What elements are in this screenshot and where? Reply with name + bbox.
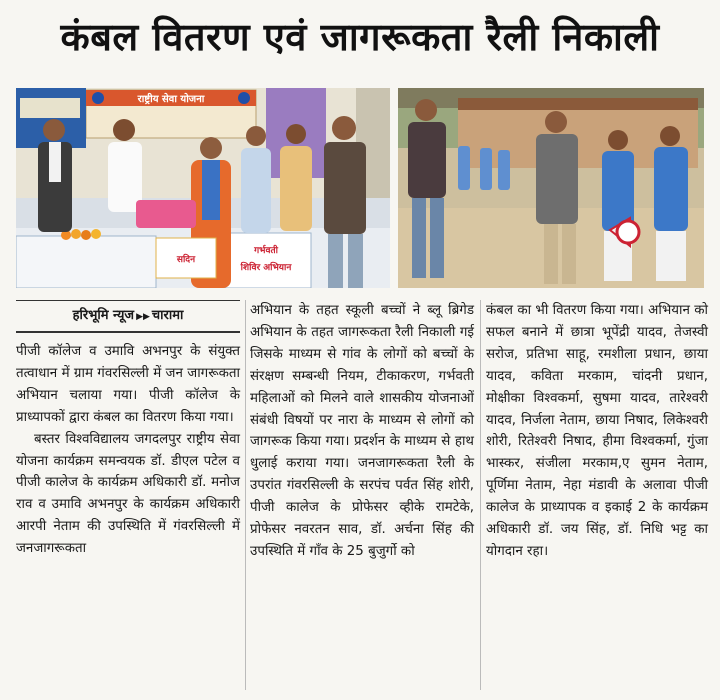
byline	[16, 300, 240, 333]
article-column-2	[250, 300, 474, 563]
article-column-1	[16, 300, 240, 560]
column-divider	[245, 300, 246, 690]
sign-text-2: गर्भवती	[254, 246, 278, 256]
headline: कंबल वितरण एवं जागरूकता रैली निकाली	[60, 15, 660, 59]
byline-arrows-icon: ▶▶	[136, 312, 150, 322]
event-photo-blanket-distribution	[16, 88, 390, 288]
sign-text-3: शिविर अभियान	[240, 263, 292, 273]
article-column-3	[486, 300, 708, 563]
article-paragraph-1: पीजी कॉलेज व उमावि अभनपुर के संयुक्त तत्वाधान में ग्राम गंवरसिल्ली में जन जागरूकता अभियान चलाया गया। पीजी कॉलेज के प्राध्यापकों द्वारा कंबल का वितरण किया गया।	[16, 344, 240, 425]
article-paragraph-3: अभियान के तहत स्कूली बच्चों ने ब्लू ब्रिगेड अभियान के तहत जागरूकता रैली निकाली गई जिसके माध्यम से गांव के लोगों को बच्चों के संरक्षण सम्बन्धी नियम, टीकाकरण, गर्भवती महिलाओं को मिलने वाले शासकीय योजनाओं संबंधी विषयों पर नारा के माध्यम से लोगों को जागरूक किया गया। प्रदर्शन के माध्यम से हाथ धुलाई कराया गया। जनजागरूकता रैली के उपरांत गंवरसिल्ली के सरपंच पर्वत सिंह शोरी, पीजी कालेज के प्रोफेसर व्हीके रामटेके, प्रोफेसर नवरतन साव, डॉ. अर्चना सिंह की उपस्थिति में गाँव के 25 बुजुर्गो को	[250, 303, 474, 559]
article-paragraph-4: कंबल का भी वितरण किया गया। अभियान को सफल बनाने में छात्रा भूपेंद्री यादव, तेजस्वी सरोज, प्रतिभा साहू, रमशीला प्रधान, छाया यादव, कविता मरकाम, चांदनी प्रधान, मोक्षीका विश्वकर्मा, सुषमा यादव, तारेश्वरी यादव, निर्जला नेताम, छाया निषाद, लिकेश्वरी शोरी, रितेश्वरी निषाद, हीमा विश्वकर्मा, गुंजा भास्कर, संजीला मरकाम,ए सुमन नेताम, पूर्णिमा नेताम, नेहा मंडावी के अलावा पीजी कालेज के प्राध्यापक व इकाई 2 के कार्यक्रम अधिकारी डॉ. जय सिंह, डॉ. निधि भट्ट का योगदान रहा।	[486, 303, 708, 559]
byline-place: चारामा	[151, 308, 184, 323]
event-photo-awareness-rally	[398, 88, 704, 288]
banner-text: राष्ट्रीय सेवा योजना	[137, 94, 205, 105]
column-divider	[480, 300, 481, 690]
article-paragraph-2: बस्तर विश्वविद्यालय जगदलपुर राष्ट्रीय सेवा योजना कार्यक्रम समन्वयक डॉ. डीएल पटेल व पीजी कालेज के कार्यक्रम अधिकारी डॉ. मनोज राव व उमावि अभनपुर के कार्यक्रम अधिकारी आरपी नेताम की उपस्थिति में गंवरसिल्ली में जनजागरूकता	[16, 431, 240, 557]
byline-source: हरिभूमि न्यूज	[72, 308, 135, 323]
sign-text-1: सदिन	[176, 255, 196, 265]
